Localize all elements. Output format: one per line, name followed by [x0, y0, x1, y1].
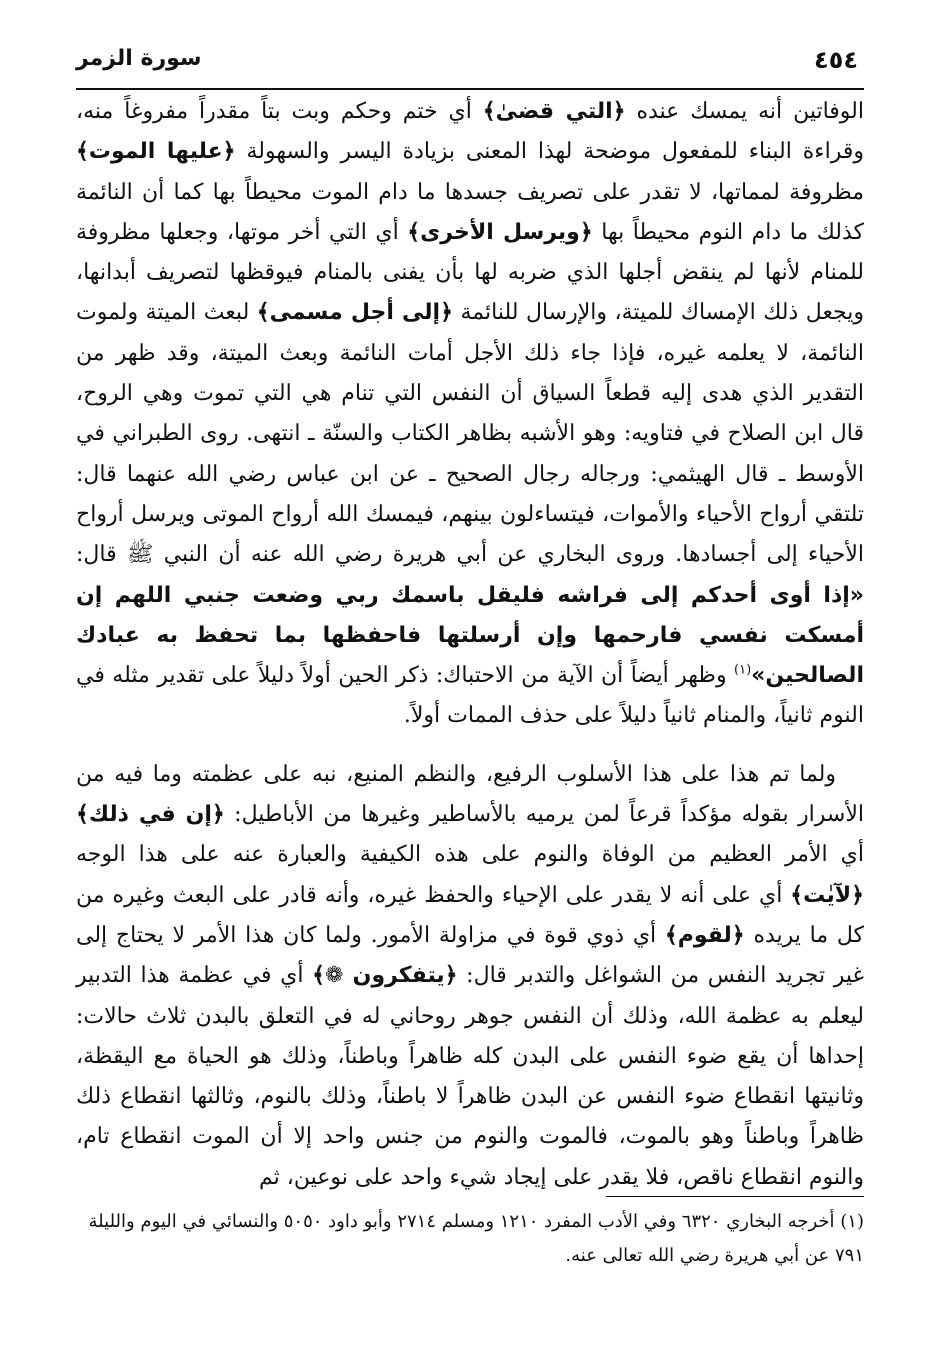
separator-mask: [74, 1194, 606, 1199]
footnote-marker: (١): [734, 662, 752, 678]
text-run: أي الأمر العظيم من الوفاة والنوم على هذه الكيفية والعبارة عنه على هذا الوجه: [76, 842, 864, 868]
paragraph-1: [76, 92, 864, 737]
text-run: أي التي أخر موتها، وجعلها مظروفة للمنام لأنها لم ينقض أجلها الذي ضربه لها بأن يفنى بالمنام فيوقظها لتصريف أبدانها، ويجعل ذلك الإمساك للميتة، والإرسال للنائمة: [76, 219, 865, 326]
quran-quote: ﴿لقوم﴾: [664, 922, 745, 948]
text-run: أي على أنه لا يقدر على الإحياء والحفظ غيره، وأنه قادر على البعث وغيره من كل ما يريده: [76, 882, 864, 948]
footnote-1: (١) أخرجه البخاري ٦٣٢٠ وفي الأدب المفرد ١٢١٠ ومسلم ٢٧١٤ وأبو داود ٥٠٥٠ والنسائي في اليوم والليلة ٧٩١ عن أبي هريرة رضي الله تعالى عنه.: [88, 1211, 864, 1266]
text-run: أي في عظمة هذا التدبير ليعلم به عظمة الله، وذلك أن النفس جوهر روحاني له في التعلق بالبدن ثلاث حالات: إحداها أن يقع ضوء النفس على البدن كله ظاهراً وباطناً، وذلك هو الحياة مع اليقظة، وثانيتها انقطاع ضوء النفس عن البدن ظاهراً لا باطناً، وذلك بالنوم، وثالثها انقطاع ذلك ظاهراً وباطناً وهو بالموت، فالموت والنوم من جنس واحد إلا أن الموت انقطاع تام، والنوم انقطاع ناقص، فلا يقدر على إيجاد شيء واحد على نوعين، ثم: [76, 963, 864, 1190]
text-run: ولما تم هذا على هذا الأسلوب الرفيع، والنظم المنيع، نبه على عظمته وما فيه من الأسرار بقوله مؤكداً قرعاً لمن يرميه بالأساطير وغيرها من الأباطيل:: [76, 761, 864, 828]
surah-title: سورة الزمر: [76, 46, 202, 71]
text-run: أي ختم وحكم وبت بتاً مقدراً مفروغاً منه، وقراءة البناء للمفعول موضحة لهذا المعنى بزيادة اليسر والسهولة: [76, 99, 864, 165]
text-run: مظروفة لمماتها، لا تقدر على تصريف جسدها ما دام الموت محيطاً بها كما أن النائمة كذلك ما دام النوم محيطاً بها: [76, 179, 864, 245]
quran-quote: ﴿إلى أجل مسمى﴾: [256, 300, 453, 326]
quran-quote: ﴿ويرسل الأخرى﴾: [407, 219, 593, 245]
footnotes: [76, 1196, 864, 1273]
text-run: أي ذوي قوة في مزاولة الأمور. ولما كان هذا الأمر لا يحتاج إلى غير تجريد النفس من الشواغل والتدبر قال:: [76, 922, 864, 989]
body-text: [76, 92, 864, 1198]
hadith-quote: «إذا أوى أحدكم إلى فراشه فليقل باسمك ربي وضعت جنبي اللهم إن أمسكت نفسي فارحمها وإن أرسلتها فاحفظها بما تحفظ به عبادك الصالحين»: [76, 582, 864, 689]
quran-quote: ﴿لآيٰت﴾: [790, 882, 864, 908]
quran-quote: ﴿يتفكرون ❁﴾: [312, 963, 458, 989]
text-run: الوفاتين أنه يمسك عنده: [625, 99, 864, 124]
text-run: لبعث الميتة ولموت النائمة، لا يعلمه غيره، فإذا جاء ذلك الأجل أمات النائمة وبعث الميتة، وقد ظهر من التقدير الذي هدى إليه قطعاً السياق أن النفس التي تنام هي التي تموت وهي الروح، قال ابن الصلاح في فتاويه: وهو الأشبه بظاهر الكتاب والسنّة ـ انتهى. روى الطبراني في الأوسط ـ قال الهيثمي: ورجاله رجال الصحيح ـ عن ابن عباس رضي الله عنهما قال: تلتقي أرواح الأحياء والأموات، فيتساءلون بينهم، فيمسك الله أرواح الموتى ويرسل أرواح الأحياء إلى أجسادها. وروى البخاري عن أبي هريرة رضي الله عنه أن النبي ﷺ قال:: [76, 300, 864, 568]
quran-quote: ﴿إن في ذلك﴾: [76, 802, 225, 828]
running-header: [76, 42, 864, 90]
quran-quote: ﴿عليها الموت﴾: [76, 139, 236, 165]
paragraph-2: [76, 755, 864, 1198]
text-run: وظهر أيضاً أن الآية من الاحتباك: ذكر الحين أولاً دليلاً على تقدير مثله في النوم ثانياً، والمنام ثانياً دليلاً على حذف الممات أولاً.: [76, 663, 864, 729]
page-number: ٤٥٤: [814, 46, 858, 74]
quran-quote: ﴿التي قضىٰ﴾: [482, 99, 626, 124]
